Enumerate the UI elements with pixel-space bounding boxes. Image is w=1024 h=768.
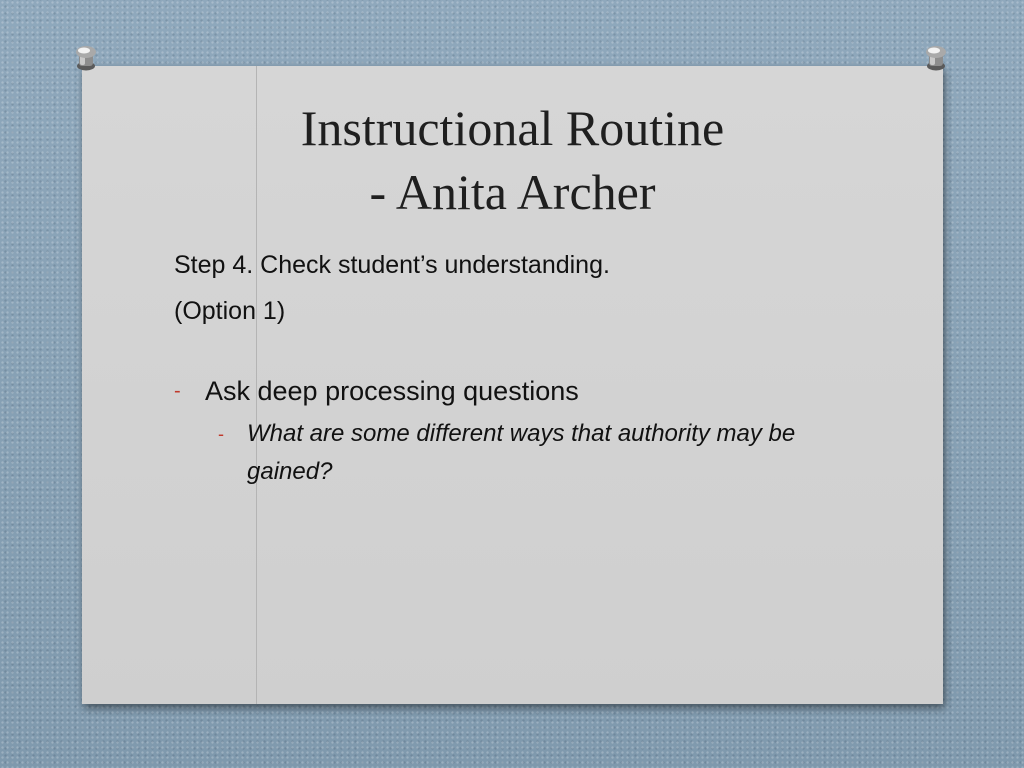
option-label: (Option 1) xyxy=(174,297,286,325)
pushpin-icon xyxy=(922,42,950,72)
bullet-item-level-2 xyxy=(218,415,807,491)
slide-card xyxy=(82,66,943,704)
bullet-item-level-1 xyxy=(174,374,874,408)
pushpin-icon xyxy=(72,42,100,72)
slide-title-line-1: Instructional Routine xyxy=(300,100,725,156)
step-heading: Step 4. Check student’s understanding. xyxy=(174,251,610,279)
slide-title xyxy=(82,96,943,224)
slide-body xyxy=(174,248,874,491)
bullet-dash: - xyxy=(218,424,224,444)
bullet-text-level-1: Ask deep processing questions xyxy=(205,376,579,406)
slide-title-line-2: - Anita Archer xyxy=(369,164,656,220)
bullet-text-level-2: What are some different ways that authority may be gained? xyxy=(247,420,796,485)
bullet-dash: - xyxy=(174,380,181,402)
